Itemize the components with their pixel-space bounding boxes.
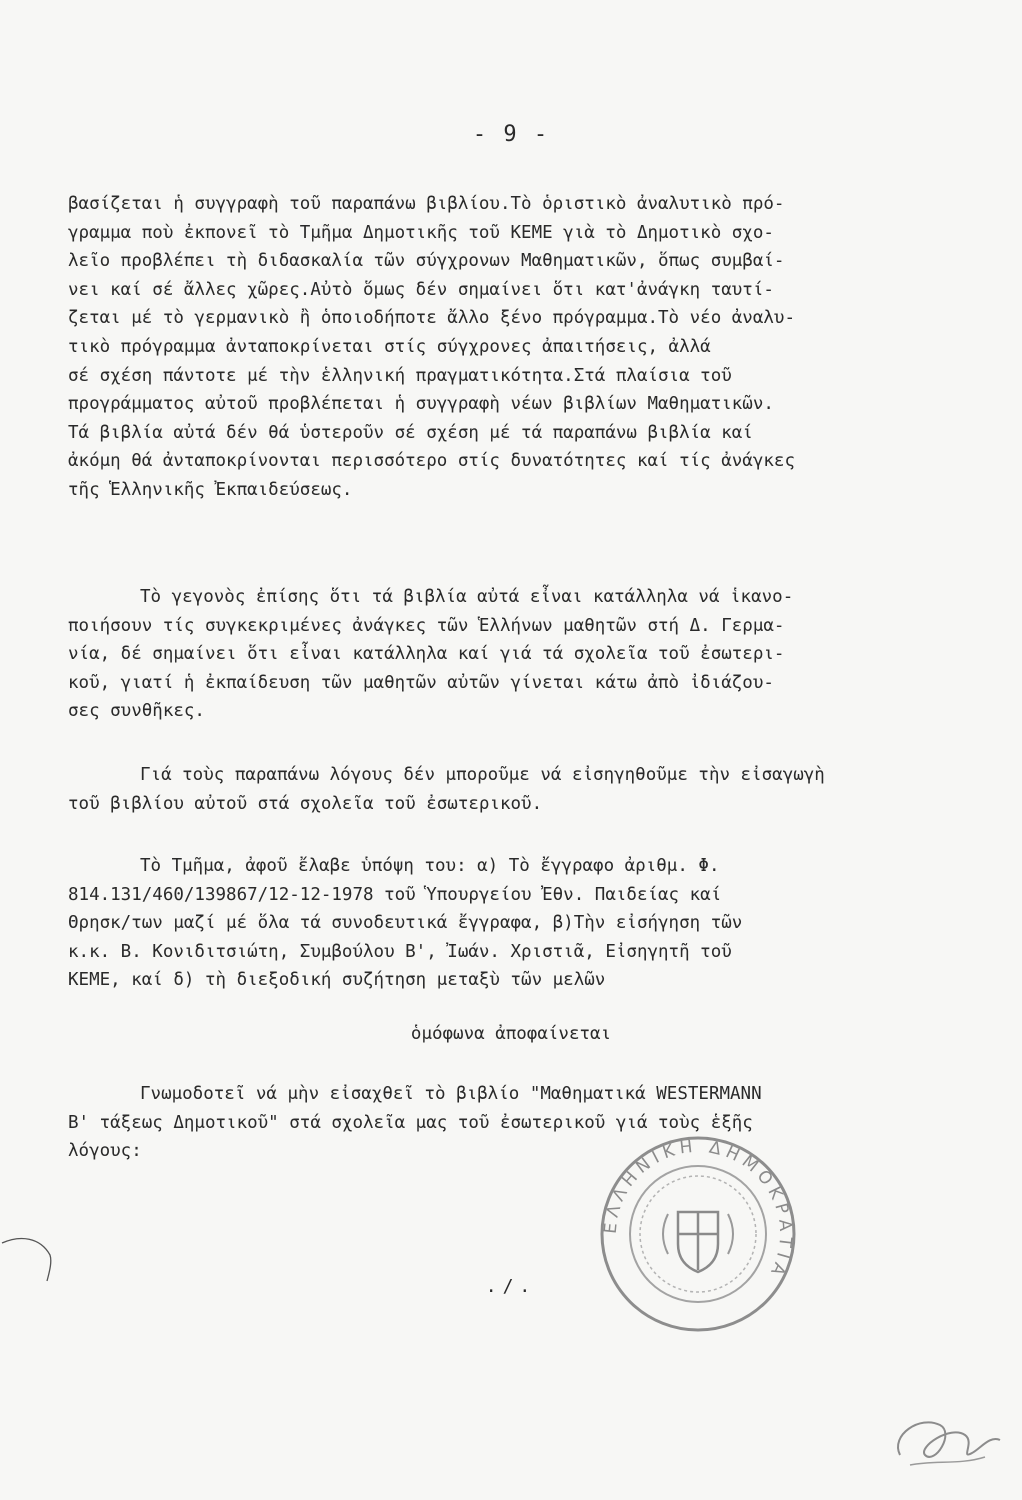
text-line: 814.131/460/139867/12-12-1978 τοῦ Ὑπουργείου Ἐθν. Παιδείας καί [68, 884, 722, 905]
text-line: Β' τάξεως Δημοτικοῦ" στά σχολεῖα μας τοῦ ἐσωτερικοῦ γιά τοὺς ἑξῆς [68, 1112, 753, 1133]
official-seal-icon [598, 1134, 798, 1334]
text-line: ΚΕΜΕ, καί δ) τὴ διεξοδική συζήτηση μεταξὺ τῶν μελῶν [68, 970, 606, 991]
decision-heading: ὁμόφωνα ἀποφαίνεται [410, 1024, 612, 1044]
text-line: Γνωμοδοτεῖ νά μὴν εἰσαχθεῖ τὸ βιβλίο "Μαθηματικά WESTERMANN [140, 1084, 762, 1104]
continuation-mark: ./. [485, 1276, 537, 1297]
text-line: προγράμματος αὐτοῦ προβλέπεται ἡ συγγραφὴ νέων βιβλίων Μαθηματικῶν. [68, 394, 774, 415]
paragraph-suitability [68, 583, 1016, 726]
text-line: ποιήσουν τίς συγκεκριμένες ἀνάγκες τῶν Ἑλλήνων μαθητῶν στή Δ. Γερμα- [68, 615, 785, 636]
text-line: ζεται μέ τὸ γερμανικὸ ἢ ὁποιοδήποτε ἄλλο ξένο πρόγραμμα.Τὸ νέο ἀναλυ- [68, 308, 795, 329]
text-line: τικὸ πρόγραμμα ἀνταποκρίνεται στίς σύγχρονες ἀπαιτήσεις, ἀλλά [68, 336, 711, 357]
text-line: Τὸ Τμῆμα, ἀφοῦ ἔλαβε ὑπόψη του: α) Τὸ ἔγγραφο ἀριθμ. Φ. [140, 856, 720, 876]
text-line: νία, δέ σημαίνει ὅτι εἶναι κατάλληλα καί γιά τά σχολεῖα τοῦ ἐσωτερι- [68, 644, 785, 665]
margin-mark-icon [0, 1215, 60, 1285]
signature-icon [880, 1395, 1010, 1475]
page-number: - 9 - [472, 122, 550, 147]
text-line: Γιά τοὺς παραπάνω λόγους δέν μποροῦμε νά εἰσηγηθοῦμε τὴν εἰσαγωγὴ [140, 765, 825, 785]
text-line: τοῦ βιβλίου αὐτοῦ στά σχολεῖα τοῦ ἐσωτερικοῦ. [68, 793, 543, 814]
text-line: νει καί σέ ἄλλες χῶρες.Αὐτὸ ὅμως δέν σημαίνει ὅτι κατ'ἀνάγκη ταυτί- [68, 279, 774, 300]
text-line: ἀκόμη θά ἀνταποκρίνονται περισσότερο στίς δυνατότητες καί τίς ἀνάγκες [68, 451, 795, 472]
text-line: τῆς Ἑλληνικῆς Ἐκπαιδεύσεως. [68, 479, 353, 500]
text-line: κ.κ. Β. Κονιδιτσιώτη, Συμβούλου Β', Ἰωάν. Χριστιᾶ, Εἰσηγητῆ τοῦ [68, 941, 732, 962]
text-line: γραμμα ποὺ ἐκπονεῖ τὸ Τμῆμα Δημοτικῆς τοῦ ΚΕΜΕ γιὰ τὸ Δημοτικὸ σχο- [68, 222, 774, 243]
paragraph-curriculum [68, 190, 1016, 505]
paragraph-considerations [68, 852, 1016, 995]
seal-text: ΕΛΛΗΝΙΚΗ ΔΗΜΟΚΡΑΤΙΑ [600, 1136, 796, 1283]
paragraph-reasons [68, 761, 1016, 818]
text-line: κοῦ, γιατί ἡ ἐκπαίδευση τῶν μαθητῶν αὐτῶν γίνεται κάτω ἀπὸ ἰδιάζου- [68, 672, 774, 693]
text-line: σέ σχέση πάντοτε μέ τὴν ἑλληνική πραγματικότητα.Στά πλαίσια τοῦ [68, 365, 732, 386]
text-line: Τὸ γεγονὸς ἐπίσης ὅτι τά βιβλία αὐτά εἶναι κατάλληλα νά ἱκανο- [140, 587, 794, 607]
text-line: Τά βιβλία αὐτά δέν θά ὑστεροῦν σέ σχέση μέ τά παραπάνω βιβλία καί [68, 422, 753, 443]
paragraph-opinion [68, 1080, 1016, 1166]
text-line: βασίζεται ἡ συγγραφὴ τοῦ παραπάνω βιβλίου.Τὸ ὁριστικὸ ἀναλυτικὸ πρό- [68, 194, 785, 214]
text-line: λόγους: [68, 1141, 142, 1162]
text-line: Θρησκ/των μαζί μέ ὅλα τά συνοδευτικά ἔγγραφα, β)Τὴν εἰσήγηση τῶν [68, 913, 743, 934]
text-line: σες συνθῆκες. [68, 701, 205, 722]
text-line: λεῖο προβλέπει τὴ διδασκαλία τῶν σύγχρονων Μαθηματικῶν, ὅπως συμβαί- [68, 251, 785, 272]
